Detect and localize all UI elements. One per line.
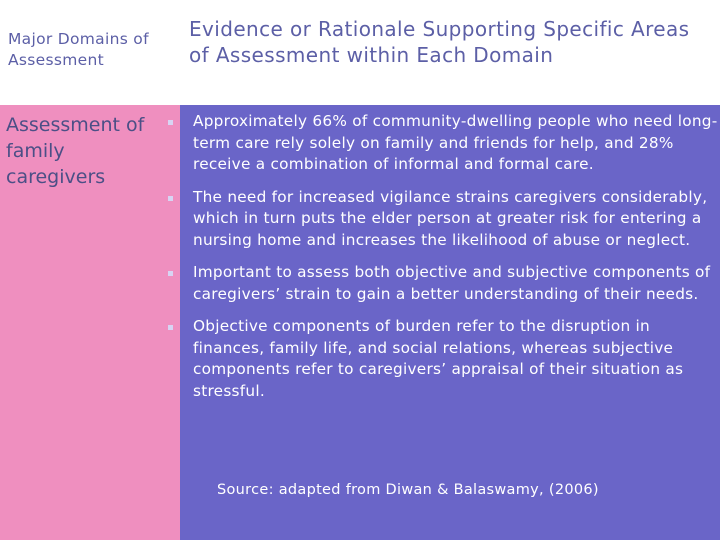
square-bullet-icon [168,120,173,125]
list-item [166,316,718,402]
domains-header: Major Domains of Assessment [8,30,149,69]
bullet-text: The need for increased vigilance strains caregivers considerably, which in turn puts the elder person at greater risk for entering a nursing home and increases the likelihood of abuse or neglect. [193,187,708,249]
square-bullet-icon [168,196,173,201]
bullet-text: Approximately 66% of community-dwelling people who need long-term care rely solely on family and friends for help, and 28% receive a combination of informal and formal care. [193,112,718,173]
evidence-header: Evidence or Rationale Supporting Specific Areas of Assessment within Each Domain [189,17,690,67]
domain-label: Assessment of family caregivers [6,114,145,188]
list-item [166,187,718,252]
list-item [166,111,718,176]
square-bullet-icon [168,325,173,330]
evidence-list [166,111,718,413]
bullet-text: Objective components of burden refer to the disruption in finances, family life, and social relations, whereas subjective components refer to caregivers’ appraisal of their situation as stressful. [193,317,684,400]
square-bullet-icon [168,271,173,276]
bullet-text: Important to assess both objective and subjective components of caregivers’ strain to gain a better understanding of their needs. [193,263,711,303]
list-item [166,262,718,305]
source-citation: Source: adapted from Diwan & Balaswamy, (2006) [217,482,599,498]
